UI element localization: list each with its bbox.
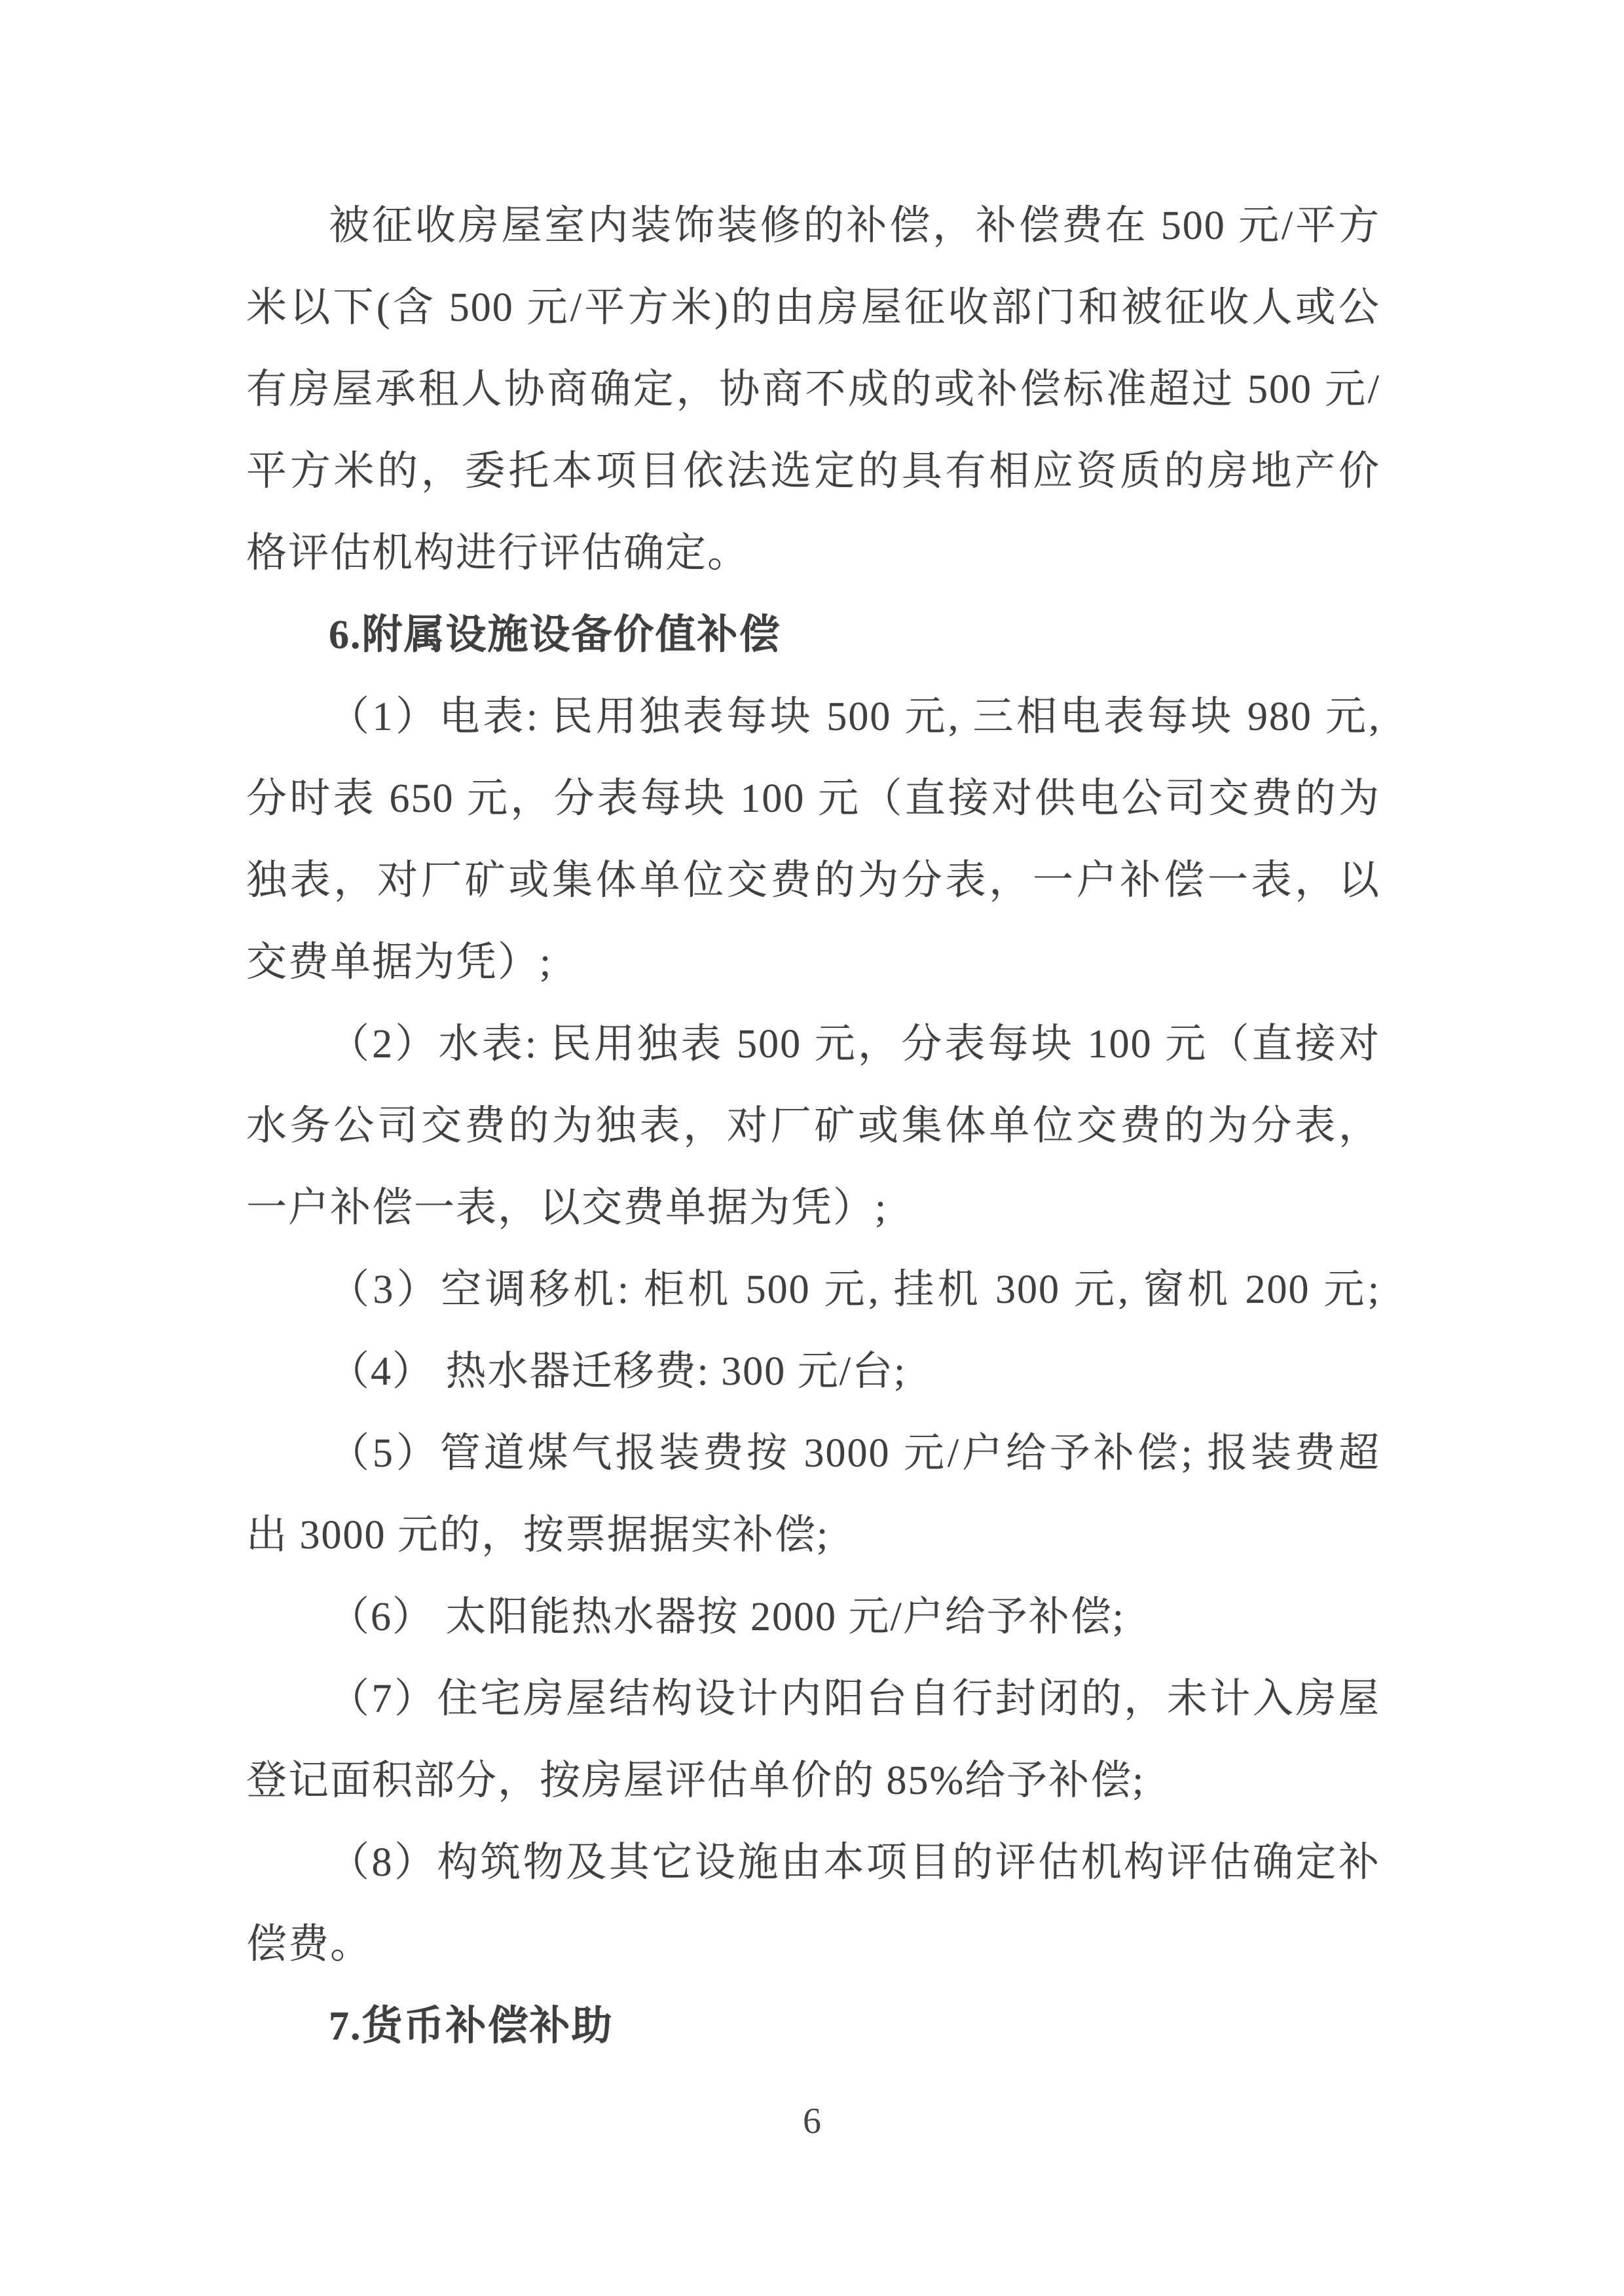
text-line: （7）住宅房屋结构设计内阳台自行封闭的，未计入房屋 [329,1677,1380,1721]
section-heading: 6.附属设施设备价值补偿 [329,613,781,657]
text-line: 一户补偿一表，以交费单据为凭）; [246,1186,888,1230]
text-line: （4） 热水器迁移费: 300 元/台; [329,1349,907,1394]
text-line: 出 3000 元的，按票据据实补偿; [246,1513,830,1558]
text-line: 分时表 650 元，分表每块 100 元（直接对供电公司交费的为 [246,776,1380,821]
text-line: 有房屋承租人协商确定，协商不成的或补偿标准超过 500 元/ [246,367,1380,412]
text-line: 平方米的，委托本项目依法选定的具有相应资质的房地产价 [246,449,1380,494]
text-line: 水务公司交费的为独表，对厂矿或集体单位交费的为分表， [246,1104,1380,1148]
text-line: （5）管道煤气报装费按 3000 元/户给予补偿; 报装费超 [329,1431,1380,1476]
text-line: 偿费。 [246,1922,373,1967]
text-line: 被征收房屋室内装饰装修的补偿，补偿费在 500 元/平方 [329,204,1380,248]
text-line: 格评估机构进行评估确定。 [246,531,750,575]
section-heading: 7.货币补偿补助 [329,2004,614,2049]
text-line: （2）水表: 民用独表 500 元，分表每块 100 元（直接对 [329,1022,1380,1066]
text-line: （3）空调移机: 柜机 500 元, 挂机 300 元, 窗机 200 元; [329,1267,1380,1312]
text-line: （1）电表: 民用独表每块 500 元, 三相电表每块 980 元, [329,695,1380,739]
page-number: 6 [803,2101,821,2141]
text-line: 米以下(含 500 元/平方米)的由房屋征收部门和被征收人或公 [246,285,1380,330]
text-line: 交费单据为凭）; [246,940,553,985]
text-line: （6） 太阳能热水器按 2000 元/户给予补偿; [329,1595,1125,1639]
text-line: 独表，对厂矿或集体单位交费的为分表，一户补偿一表，以 [246,858,1380,903]
document-lines [246,185,1380,2068]
text-line: （8）构筑物及其它设施由本项目的评估机构评估确定补 [329,1840,1380,1885]
text-line: 登记面积部分，按房屋评估单价的 85%给予补偿; [246,1758,1145,1803]
